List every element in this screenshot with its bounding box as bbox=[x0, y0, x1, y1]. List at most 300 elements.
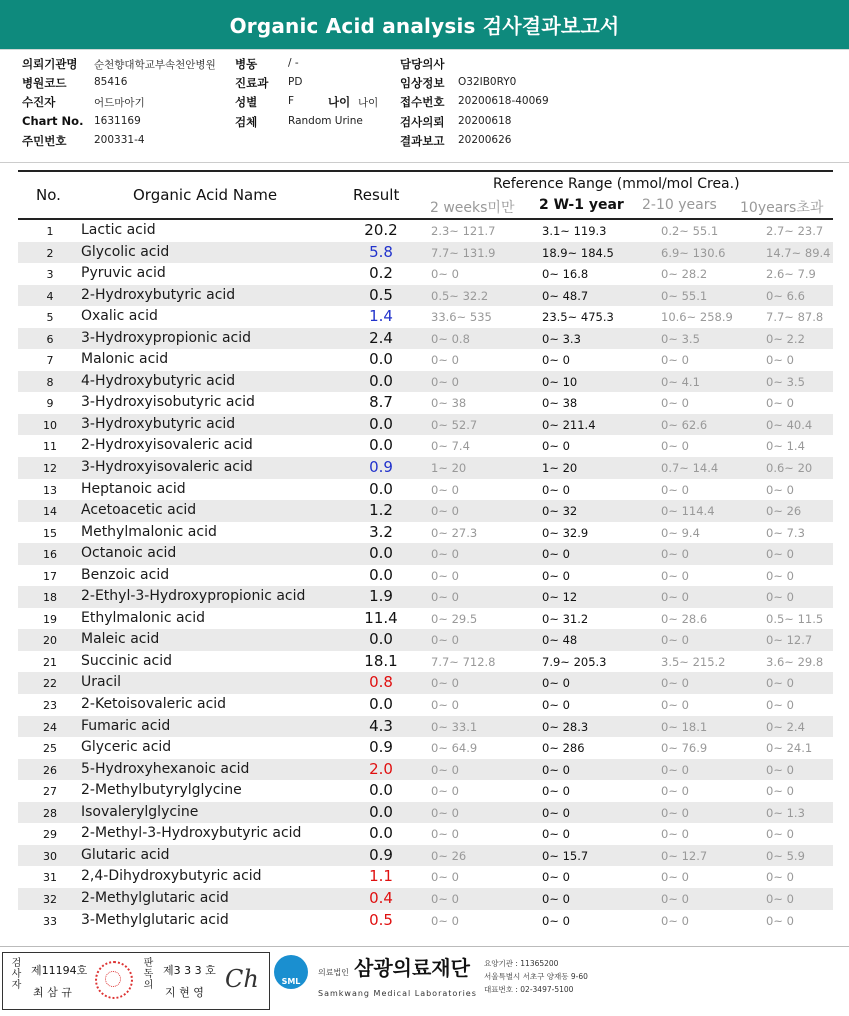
ref-2weeks: 33.6~ 535 bbox=[431, 310, 492, 325]
ref-10years: 0~ 2.2 bbox=[766, 331, 805, 346]
table-row bbox=[18, 845, 833, 867]
ref-2-10years: 0~ 0 bbox=[661, 870, 689, 885]
result-value: 0.0 bbox=[369, 824, 393, 843]
ref-10years: 0.6~ 20 bbox=[766, 461, 813, 476]
acid-name: 3-Hydroxyisovaleric acid bbox=[81, 459, 253, 476]
signature-mark: Ch bbox=[225, 965, 259, 993]
info-value-patient: 어드마아기 bbox=[94, 97, 145, 109]
ref-2w-1year: 23.5~ 475.3 bbox=[542, 310, 614, 325]
acid-name: Isovalerylglycine bbox=[81, 803, 199, 820]
ref-2w-1year: 0~ 0 bbox=[542, 676, 570, 691]
ref-2weeks: 0~ 0 bbox=[431, 805, 459, 820]
result-value: 0.8 bbox=[369, 673, 393, 692]
ref-2-10years: 0~ 0 bbox=[661, 676, 689, 691]
result-value: 0.0 bbox=[369, 350, 393, 369]
inspector-name: 최 삼 규 bbox=[33, 986, 72, 999]
ref-2w-1year: 0~ 31.2 bbox=[542, 611, 589, 626]
ref-2-10years: 0~ 0 bbox=[661, 827, 689, 842]
info-value-ward: / - bbox=[288, 57, 299, 69]
ref-2-10years: 0~ 0 bbox=[661, 762, 689, 777]
result-value: 18.1 bbox=[364, 651, 398, 670]
header-ref-2weeks: 2 weeks미만 bbox=[430, 200, 515, 216]
table-row bbox=[18, 608, 833, 630]
ref-10years: 0~ 1.4 bbox=[766, 439, 805, 454]
result-value: 0.9 bbox=[369, 845, 393, 864]
info-label-specimen: 검체 bbox=[235, 115, 258, 129]
org-logo bbox=[318, 952, 477, 1000]
ref-2w-1year: 0~ 0 bbox=[542, 482, 570, 497]
row-number: 23 bbox=[43, 699, 57, 713]
result-value: 5.8 bbox=[369, 242, 393, 261]
ref-2w-1year: 0~ 38 bbox=[542, 396, 578, 411]
acid-name: Heptanoic acid bbox=[81, 480, 186, 497]
ref-10years: 0.5~ 11.5 bbox=[766, 611, 824, 626]
ref-2weeks: 0~ 0 bbox=[431, 633, 459, 648]
ref-2w-1year: 0~ 32 bbox=[542, 504, 578, 519]
result-value: 0.2 bbox=[369, 264, 393, 283]
ref-10years: 0~ 6.6 bbox=[766, 288, 805, 303]
ref-10years: 2.7~ 23.7 bbox=[766, 224, 824, 238]
acid-name: 2,4-Dihydroxybutyric acid bbox=[81, 868, 262, 885]
result-value: 0.5 bbox=[369, 285, 393, 304]
divider bbox=[0, 162, 849, 163]
ref-2-10years: 0~ 0 bbox=[661, 439, 689, 454]
ref-2weeks: 0~ 0 bbox=[431, 784, 459, 799]
table-row bbox=[18, 910, 833, 932]
ref-2-10years: 0~ 0 bbox=[661, 805, 689, 820]
ref-2-10years: 0~ 0 bbox=[661, 891, 689, 906]
header-no: No. bbox=[36, 186, 61, 204]
contact-code: 요양기관 : 11365200 bbox=[484, 959, 559, 968]
ref-2-10years: 0~ 18.1 bbox=[661, 719, 708, 734]
info-label-resident-no: 주민번호 bbox=[22, 134, 67, 148]
result-value: 0.0 bbox=[369, 802, 393, 821]
ref-2-10years: 0.7~ 14.4 bbox=[661, 461, 719, 476]
ref-2weeks: 0~ 26 bbox=[431, 848, 467, 863]
result-value: 0.0 bbox=[369, 565, 393, 584]
row-number: 32 bbox=[43, 892, 57, 906]
ref-10years: 0~ 0 bbox=[766, 870, 794, 885]
row-number: 17 bbox=[43, 569, 57, 583]
row-number: 8 bbox=[46, 375, 54, 389]
ref-2weeks: 0~ 0 bbox=[431, 504, 459, 519]
info-label-department: 진료과 bbox=[235, 76, 269, 90]
ref-2-10years: 0~ 0 bbox=[661, 698, 689, 713]
ref-2w-1year: 0~ 16.8 bbox=[542, 267, 589, 282]
ref-10years: 0~ 0 bbox=[766, 676, 794, 691]
result-value: 1.9 bbox=[369, 587, 393, 606]
table-row bbox=[18, 823, 833, 845]
row-number: 14 bbox=[43, 505, 57, 519]
ref-2w-1year: 0~ 0 bbox=[542, 913, 570, 928]
org-contact bbox=[484, 957, 588, 996]
info-value-resident-no: 200331-4 bbox=[94, 134, 145, 146]
ref-10years: 2.6~ 7.9 bbox=[766, 267, 816, 282]
info-label-clinical-info: 임상정보 bbox=[400, 76, 445, 90]
ref-2weeks: 0~ 0 bbox=[431, 762, 459, 777]
footer-divider bbox=[0, 946, 849, 947]
row-number: 16 bbox=[43, 548, 57, 562]
ref-2w-1year: 0~ 0 bbox=[542, 439, 570, 454]
row-number: 9 bbox=[46, 397, 54, 411]
ref-10years: 0~ 0 bbox=[766, 547, 794, 562]
ref-2weeks: 0~ 7.4 bbox=[431, 439, 470, 454]
table-row bbox=[18, 629, 833, 651]
row-number: 3 bbox=[46, 268, 54, 282]
row-number: 15 bbox=[43, 526, 57, 540]
ref-10years: 0~ 40.4 bbox=[766, 417, 813, 432]
table-row bbox=[18, 500, 833, 522]
ref-2weeks: 0~ 0 bbox=[431, 590, 459, 605]
contact-address: 서울특별시 서초구 양재동 9-60 bbox=[484, 972, 588, 981]
acid-name: 3-Hydroxybutyric acid bbox=[81, 415, 236, 432]
result-value: 0.0 bbox=[369, 371, 393, 390]
ref-2-10years: 10.6~ 258.9 bbox=[661, 310, 733, 325]
ref-2w-1year: 0~ 286 bbox=[542, 741, 585, 756]
table-row bbox=[18, 457, 833, 479]
acid-name: 3-Hydroxyisobutyric acid bbox=[81, 394, 255, 411]
acid-name: Methylmalonic acid bbox=[81, 523, 217, 540]
row-number: 22 bbox=[43, 677, 57, 691]
acid-name: Maleic acid bbox=[81, 631, 160, 648]
row-number: 19 bbox=[43, 612, 57, 626]
table-row bbox=[18, 242, 833, 264]
ref-2weeks: 0~ 0.8 bbox=[431, 331, 470, 346]
header-name: Organic Acid Name bbox=[133, 186, 278, 204]
table-row bbox=[18, 349, 833, 371]
table-body bbox=[18, 220, 833, 931]
ref-2w-1year: 0~ 0 bbox=[542, 870, 570, 885]
ref-2weeks: 0~ 38 bbox=[431, 396, 467, 411]
ref-2-10years: 0~ 12.7 bbox=[661, 848, 708, 863]
info-value-clinical-info: O32IB0RY0 bbox=[458, 76, 517, 88]
org-prefix: 의료법인 bbox=[318, 968, 349, 977]
ref-10years: 0~ 0 bbox=[766, 590, 794, 605]
result-value: 0.0 bbox=[369, 436, 393, 455]
info-value-hospital-code: 85416 bbox=[94, 76, 128, 88]
table-row bbox=[18, 543, 833, 565]
row-number: 33 bbox=[43, 914, 57, 928]
row-number: 25 bbox=[43, 742, 57, 756]
header-ref-10years: 10years초과 bbox=[740, 200, 824, 216]
ref-10years: 0~ 26 bbox=[766, 504, 802, 519]
ref-2weeks: 0~ 0 bbox=[431, 267, 459, 282]
report-title: Organic Acid analysis 검사결과보고서 bbox=[0, 0, 849, 50]
ref-2w-1year: 0~ 0 bbox=[542, 805, 570, 820]
row-number: 26 bbox=[43, 763, 57, 777]
table-row bbox=[18, 220, 833, 242]
reviewer-number: 제3 3 3 호 bbox=[163, 964, 216, 977]
result-value: 2.4 bbox=[369, 328, 393, 347]
table-row bbox=[18, 866, 833, 888]
ref-10years: 14.7~ 89.4 bbox=[766, 245, 831, 260]
result-value: 0.0 bbox=[369, 414, 393, 433]
inspector-number: 제11194호 bbox=[31, 964, 88, 977]
acid-name: Benzoic acid bbox=[81, 566, 170, 583]
ref-2weeks: 0~ 0 bbox=[431, 482, 459, 497]
row-number: 21 bbox=[43, 655, 57, 669]
ref-10years: 0~ 12.7 bbox=[766, 633, 813, 648]
ref-10years: 0~ 7.3 bbox=[766, 525, 805, 540]
result-value: 0.9 bbox=[369, 458, 393, 477]
result-value: 8.7 bbox=[369, 393, 393, 412]
acid-name: Pyruvic acid bbox=[81, 265, 166, 282]
ref-10years: 0~ 5.9 bbox=[766, 848, 805, 863]
acid-name: 2-Hydroxybutyric acid bbox=[81, 286, 236, 303]
result-value: 3.2 bbox=[369, 522, 393, 541]
ref-2-10years: 0~ 28.6 bbox=[661, 611, 708, 626]
info-label-report-date: 결과보고 bbox=[400, 134, 445, 148]
info-value-receipt-no: 20200618-40069 bbox=[458, 95, 549, 107]
ref-10years: 0~ 0 bbox=[766, 784, 794, 799]
ref-2-10years: 0~ 0 bbox=[661, 482, 689, 497]
table-row bbox=[18, 737, 833, 759]
acid-name: Succinic acid bbox=[81, 652, 173, 669]
ref-2-10years: 0~ 62.6 bbox=[661, 417, 708, 432]
ref-2w-1year: 0~ 211.4 bbox=[542, 417, 596, 432]
acid-name: Malonic acid bbox=[81, 351, 169, 368]
ref-2-10years: 0~ 28.2 bbox=[661, 267, 708, 282]
info-value-institution: 순천향대학교부속천안병원 bbox=[94, 59, 216, 71]
ref-2w-1year: 3.1~ 119.3 bbox=[542, 224, 607, 238]
acid-name: Ethylmalonic acid bbox=[81, 609, 206, 626]
ref-2-10years: 0~ 76.9 bbox=[661, 741, 708, 756]
result-value: 0.0 bbox=[369, 479, 393, 498]
ref-2weeks: 0~ 29.5 bbox=[431, 611, 478, 626]
row-number: 24 bbox=[43, 720, 57, 734]
row-number: 12 bbox=[43, 462, 57, 476]
ref-10years: 0~ 0 bbox=[766, 827, 794, 842]
ref-2-10years: 0~ 4.1 bbox=[661, 374, 700, 389]
acid-name: Uracil bbox=[81, 674, 122, 691]
ref-2weeks: 0.5~ 32.2 bbox=[431, 288, 489, 303]
table-row bbox=[18, 435, 833, 457]
ref-2w-1year: 1~ 20 bbox=[542, 461, 578, 476]
acid-name: Fumaric acid bbox=[81, 717, 171, 734]
ref-10years: 0~ 0 bbox=[766, 568, 794, 583]
table-row bbox=[18, 802, 833, 824]
info-label-ward: 병동 bbox=[235, 57, 258, 71]
result-value: 0.9 bbox=[369, 738, 393, 757]
ref-10years: 0~ 0 bbox=[766, 698, 794, 713]
row-number: 6 bbox=[46, 332, 54, 346]
table-row bbox=[18, 522, 833, 544]
row-number: 18 bbox=[43, 591, 57, 605]
row-number: 11 bbox=[43, 440, 57, 454]
row-number: 29 bbox=[43, 828, 57, 842]
table-row bbox=[18, 780, 833, 802]
result-value: 0.0 bbox=[369, 544, 393, 563]
ref-2-10years: 0~ 0 bbox=[661, 590, 689, 605]
result-value: 0.5 bbox=[369, 910, 393, 929]
ref-2w-1year: 0~ 0 bbox=[542, 568, 570, 583]
ref-2weeks: 0~ 0 bbox=[431, 374, 459, 389]
row-number: 13 bbox=[43, 483, 57, 497]
ref-10years: 0~ 0 bbox=[766, 913, 794, 928]
info-value-request-date: 20200618 bbox=[458, 115, 512, 127]
ref-2-10years: 0~ 0 bbox=[661, 353, 689, 368]
acid-name: 2-Methylbutyrylglycine bbox=[81, 782, 242, 799]
contact-phone: 대표번호 : 02-3497-5100 bbox=[484, 985, 574, 994]
ref-10years: 7.7~ 87.8 bbox=[766, 310, 824, 325]
ref-2w-1year: 0~ 0 bbox=[542, 891, 570, 906]
info-value-report-date: 20200626 bbox=[458, 134, 512, 146]
info-label-institution: 의뢰기관명 bbox=[22, 57, 78, 71]
ref-2weeks: 0~ 52.7 bbox=[431, 417, 478, 432]
ref-2weeks: 0~ 0 bbox=[431, 547, 459, 562]
result-value: 20.2 bbox=[364, 221, 398, 239]
result-value: 0.0 bbox=[369, 781, 393, 800]
row-number: 31 bbox=[43, 871, 57, 885]
table-row bbox=[18, 328, 833, 350]
ref-10years: 0~ 0 bbox=[766, 396, 794, 411]
ref-10years: 0~ 0 bbox=[766, 353, 794, 368]
ref-2w-1year: 0~ 28.3 bbox=[542, 719, 589, 734]
ref-2-10years: 0~ 9.4 bbox=[661, 525, 700, 540]
ref-2weeks: 0~ 0 bbox=[431, 870, 459, 885]
ref-2weeks: 0~ 0 bbox=[431, 698, 459, 713]
table-row bbox=[18, 285, 833, 307]
acid-name: Glutaric acid bbox=[81, 846, 170, 863]
ref-2w-1year: 0~ 15.7 bbox=[542, 848, 589, 863]
acid-name: 3-Hydroxypropionic acid bbox=[81, 329, 252, 346]
ref-10years: 0~ 3.5 bbox=[766, 374, 805, 389]
ref-2weeks: 1~ 20 bbox=[431, 461, 467, 476]
table-row bbox=[18, 565, 833, 587]
ref-2w-1year: 0~ 0 bbox=[542, 698, 570, 713]
info-label-hospital-code: 병원코드 bbox=[22, 76, 67, 90]
header-ref-2-10years: 2-10 years bbox=[642, 197, 717, 213]
ref-2weeks: 0~ 0 bbox=[431, 913, 459, 928]
ref-10years: 0~ 1.3 bbox=[766, 805, 805, 820]
acid-name: 3-Methylglutaric acid bbox=[81, 911, 229, 928]
ref-2weeks: 7.7~ 131.9 bbox=[431, 245, 496, 260]
ref-2w-1year: 0~ 48.7 bbox=[542, 288, 589, 303]
acid-name: 4-Hydroxybutyric acid bbox=[81, 372, 236, 389]
org-english: Samkwang Medical Laboratories bbox=[318, 989, 477, 998]
ref-10years: 3.6~ 29.8 bbox=[766, 654, 824, 669]
acid-name: 2-Hydroxyisovaleric acid bbox=[81, 437, 253, 454]
info-label-request-date: 검사의뢰 bbox=[400, 115, 445, 129]
ref-2weeks: 0~ 27.3 bbox=[431, 525, 478, 540]
row-number: 28 bbox=[43, 806, 57, 820]
header-reference: Reference Range (mmol/mol Crea.) bbox=[493, 176, 740, 192]
org-name: 삼광의료재단 bbox=[354, 956, 470, 980]
result-value: 4.3 bbox=[369, 716, 393, 735]
info-value-department: PD bbox=[288, 76, 303, 88]
ref-2-10years: 0~ 0 bbox=[661, 784, 689, 799]
ref-2w-1year: 0~ 10 bbox=[542, 374, 578, 389]
header-ref-2w-1year: 2 W-1 year bbox=[539, 197, 624, 213]
info-label-chart-no: Chart No. bbox=[22, 114, 84, 128]
ref-2w-1year: 0~ 0 bbox=[542, 547, 570, 562]
acid-name: 2-Methylglutaric acid bbox=[81, 889, 229, 906]
ref-2w-1year: 7.9~ 205.3 bbox=[542, 654, 607, 669]
acid-name: Lactic acid bbox=[81, 222, 156, 238]
ref-2weeks: 0~ 0 bbox=[431, 676, 459, 691]
ref-10years: 0~ 0 bbox=[766, 762, 794, 777]
info-value-specimen: Random Urine bbox=[288, 115, 363, 127]
header-result: Result bbox=[353, 186, 400, 204]
result-value: 0.4 bbox=[369, 888, 393, 907]
signature-box bbox=[2, 952, 270, 1010]
row-number: 1 bbox=[46, 225, 54, 238]
ref-2w-1year: 0~ 48 bbox=[542, 633, 578, 648]
acid-name: Oxalic acid bbox=[81, 308, 158, 325]
table-row bbox=[18, 414, 833, 436]
results-table bbox=[18, 170, 833, 931]
acid-name: Glyceric acid bbox=[81, 739, 172, 756]
ref-2-10years: 0~ 55.1 bbox=[661, 288, 708, 303]
row-number: 30 bbox=[43, 849, 57, 863]
info-label-doctor: 담당의사 bbox=[400, 57, 445, 71]
result-value: 1.4 bbox=[369, 307, 393, 326]
result-value: 0.0 bbox=[369, 630, 393, 649]
ref-10years: 0~ 24.1 bbox=[766, 741, 813, 756]
row-number: 4 bbox=[46, 289, 54, 303]
ref-2w-1year: 0~ 0 bbox=[542, 353, 570, 368]
ref-2weeks: 0~ 0 bbox=[431, 891, 459, 906]
info-label-patient: 수진자 bbox=[22, 95, 56, 109]
table-row bbox=[18, 586, 833, 608]
row-number: 5 bbox=[46, 311, 54, 325]
row-number: 2 bbox=[46, 246, 54, 260]
acid-name: Octanoic acid bbox=[81, 545, 177, 562]
result-value: 1.1 bbox=[369, 867, 393, 886]
ref-2weeks: 2.3~ 121.7 bbox=[431, 224, 496, 238]
acid-name: 5-Hydroxyhexanoic acid bbox=[81, 760, 250, 777]
table-row bbox=[18, 479, 833, 501]
ref-10years: 0~ 2.4 bbox=[766, 719, 805, 734]
table-row bbox=[18, 651, 833, 673]
ref-2w-1year: 0~ 32.9 bbox=[542, 525, 589, 540]
ref-2weeks: 0~ 0 bbox=[431, 568, 459, 583]
row-number: 27 bbox=[43, 785, 57, 799]
row-number: 20 bbox=[43, 634, 57, 648]
ref-2weeks: 0~ 64.9 bbox=[431, 741, 478, 756]
info-label-age: 나이 bbox=[328, 95, 351, 109]
ref-2-10years: 0~ 3.5 bbox=[661, 331, 700, 346]
ref-2w-1year: 18.9~ 184.5 bbox=[542, 245, 614, 260]
result-value: 11.4 bbox=[364, 608, 398, 627]
info-label-sex: 성별 bbox=[235, 95, 258, 109]
ref-2-10years: 3.5~ 215.2 bbox=[661, 654, 726, 669]
table-row bbox=[18, 392, 833, 414]
ref-2-10years: 0~ 0 bbox=[661, 396, 689, 411]
table-row bbox=[18, 371, 833, 393]
ref-2weeks: 0~ 33.1 bbox=[431, 719, 478, 734]
ref-2-10years: 0.2~ 55.1 bbox=[661, 224, 719, 238]
info-value-age: 나이 bbox=[358, 97, 379, 109]
ref-2-10years: 0~ 0 bbox=[661, 913, 689, 928]
result-value: 0.0 bbox=[369, 695, 393, 714]
reviewer-name: 지 현 영 bbox=[165, 986, 204, 999]
acid-name: 2-Ketoisovaleric acid bbox=[81, 696, 227, 713]
info-label-receipt-no: 접수번호 bbox=[400, 95, 445, 109]
row-number: 10 bbox=[43, 418, 57, 432]
ref-2-10years: 0~ 114.4 bbox=[661, 504, 715, 519]
row-number: 7 bbox=[46, 354, 54, 368]
ref-2w-1year: 0~ 0 bbox=[542, 784, 570, 799]
ref-2-10years: 0~ 0 bbox=[661, 633, 689, 648]
ref-10years: 0~ 0 bbox=[766, 891, 794, 906]
table-row bbox=[18, 716, 833, 738]
inspector-label: 검사자 bbox=[9, 957, 20, 990]
ref-2weeks: 0~ 0 bbox=[431, 827, 459, 842]
info-value-sex: F bbox=[288, 95, 295, 107]
ref-10years: 0~ 0 bbox=[766, 482, 794, 497]
ref-2weeks: 7.7~ 712.8 bbox=[431, 654, 496, 669]
